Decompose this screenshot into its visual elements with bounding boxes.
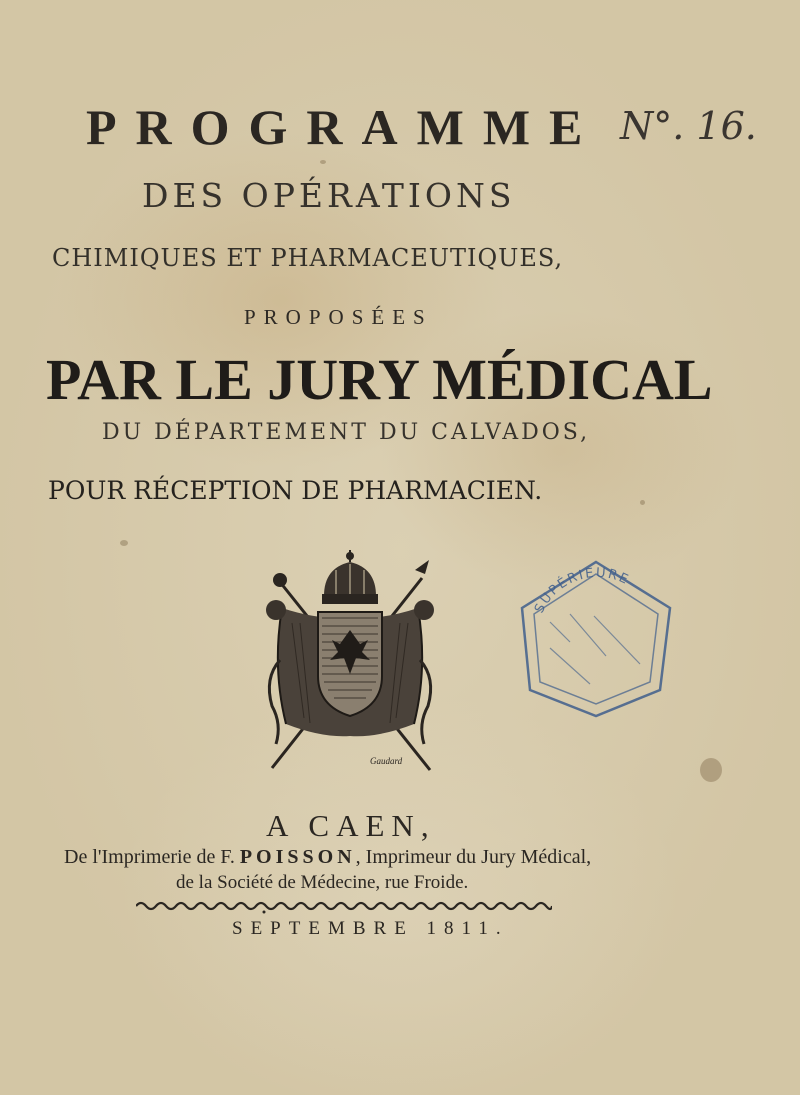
foxing-spot bbox=[640, 500, 645, 505]
foxing-spot bbox=[120, 540, 128, 546]
document-number: N°. 16. bbox=[620, 104, 757, 148]
document-title: PROGRAMME bbox=[86, 99, 602, 155]
printer-name: POISSON bbox=[239, 846, 356, 868]
imprint-printer bbox=[64, 846, 591, 869]
foxing-spot bbox=[320, 160, 326, 164]
stamp-text: SUPÉRIEURE bbox=[532, 565, 632, 616]
printer-prefix: De l'Imprimerie de F. bbox=[64, 846, 240, 868]
imperial-coat-of-arms-icon bbox=[252, 548, 448, 774]
imprint-society: de la Société de Médecine, rue Froide. bbox=[176, 872, 469, 893]
library-stamp-icon bbox=[510, 552, 682, 722]
printer-suffix: , Imprimeur du Jury Médical, bbox=[355, 846, 592, 868]
publication-date: SEPTEMBRE 1811. bbox=[232, 918, 509, 939]
subtitle-operations: DES OPÉRATIONS bbox=[142, 176, 516, 215]
subtitle-chemical: CHIMIQUES ET PHARMACEUTIQUES, bbox=[52, 244, 564, 272]
subtitle-proposed: PROPOSÉES bbox=[244, 305, 433, 329]
ornamental-rule bbox=[136, 898, 552, 914]
subtitle-reception: POUR RÉCEPTION DE PHARMACIEN. bbox=[48, 476, 543, 505]
subtitle-department: DU DÉPARTEMENT DU CALVADOS, bbox=[102, 420, 591, 445]
foxing-spot bbox=[700, 758, 722, 782]
engraver-signature: Gaudard bbox=[370, 756, 403, 766]
subtitle-jury: PAR LE JURY MÉDICAL bbox=[46, 347, 713, 412]
imprint-place: A CAEN, bbox=[266, 808, 436, 843]
